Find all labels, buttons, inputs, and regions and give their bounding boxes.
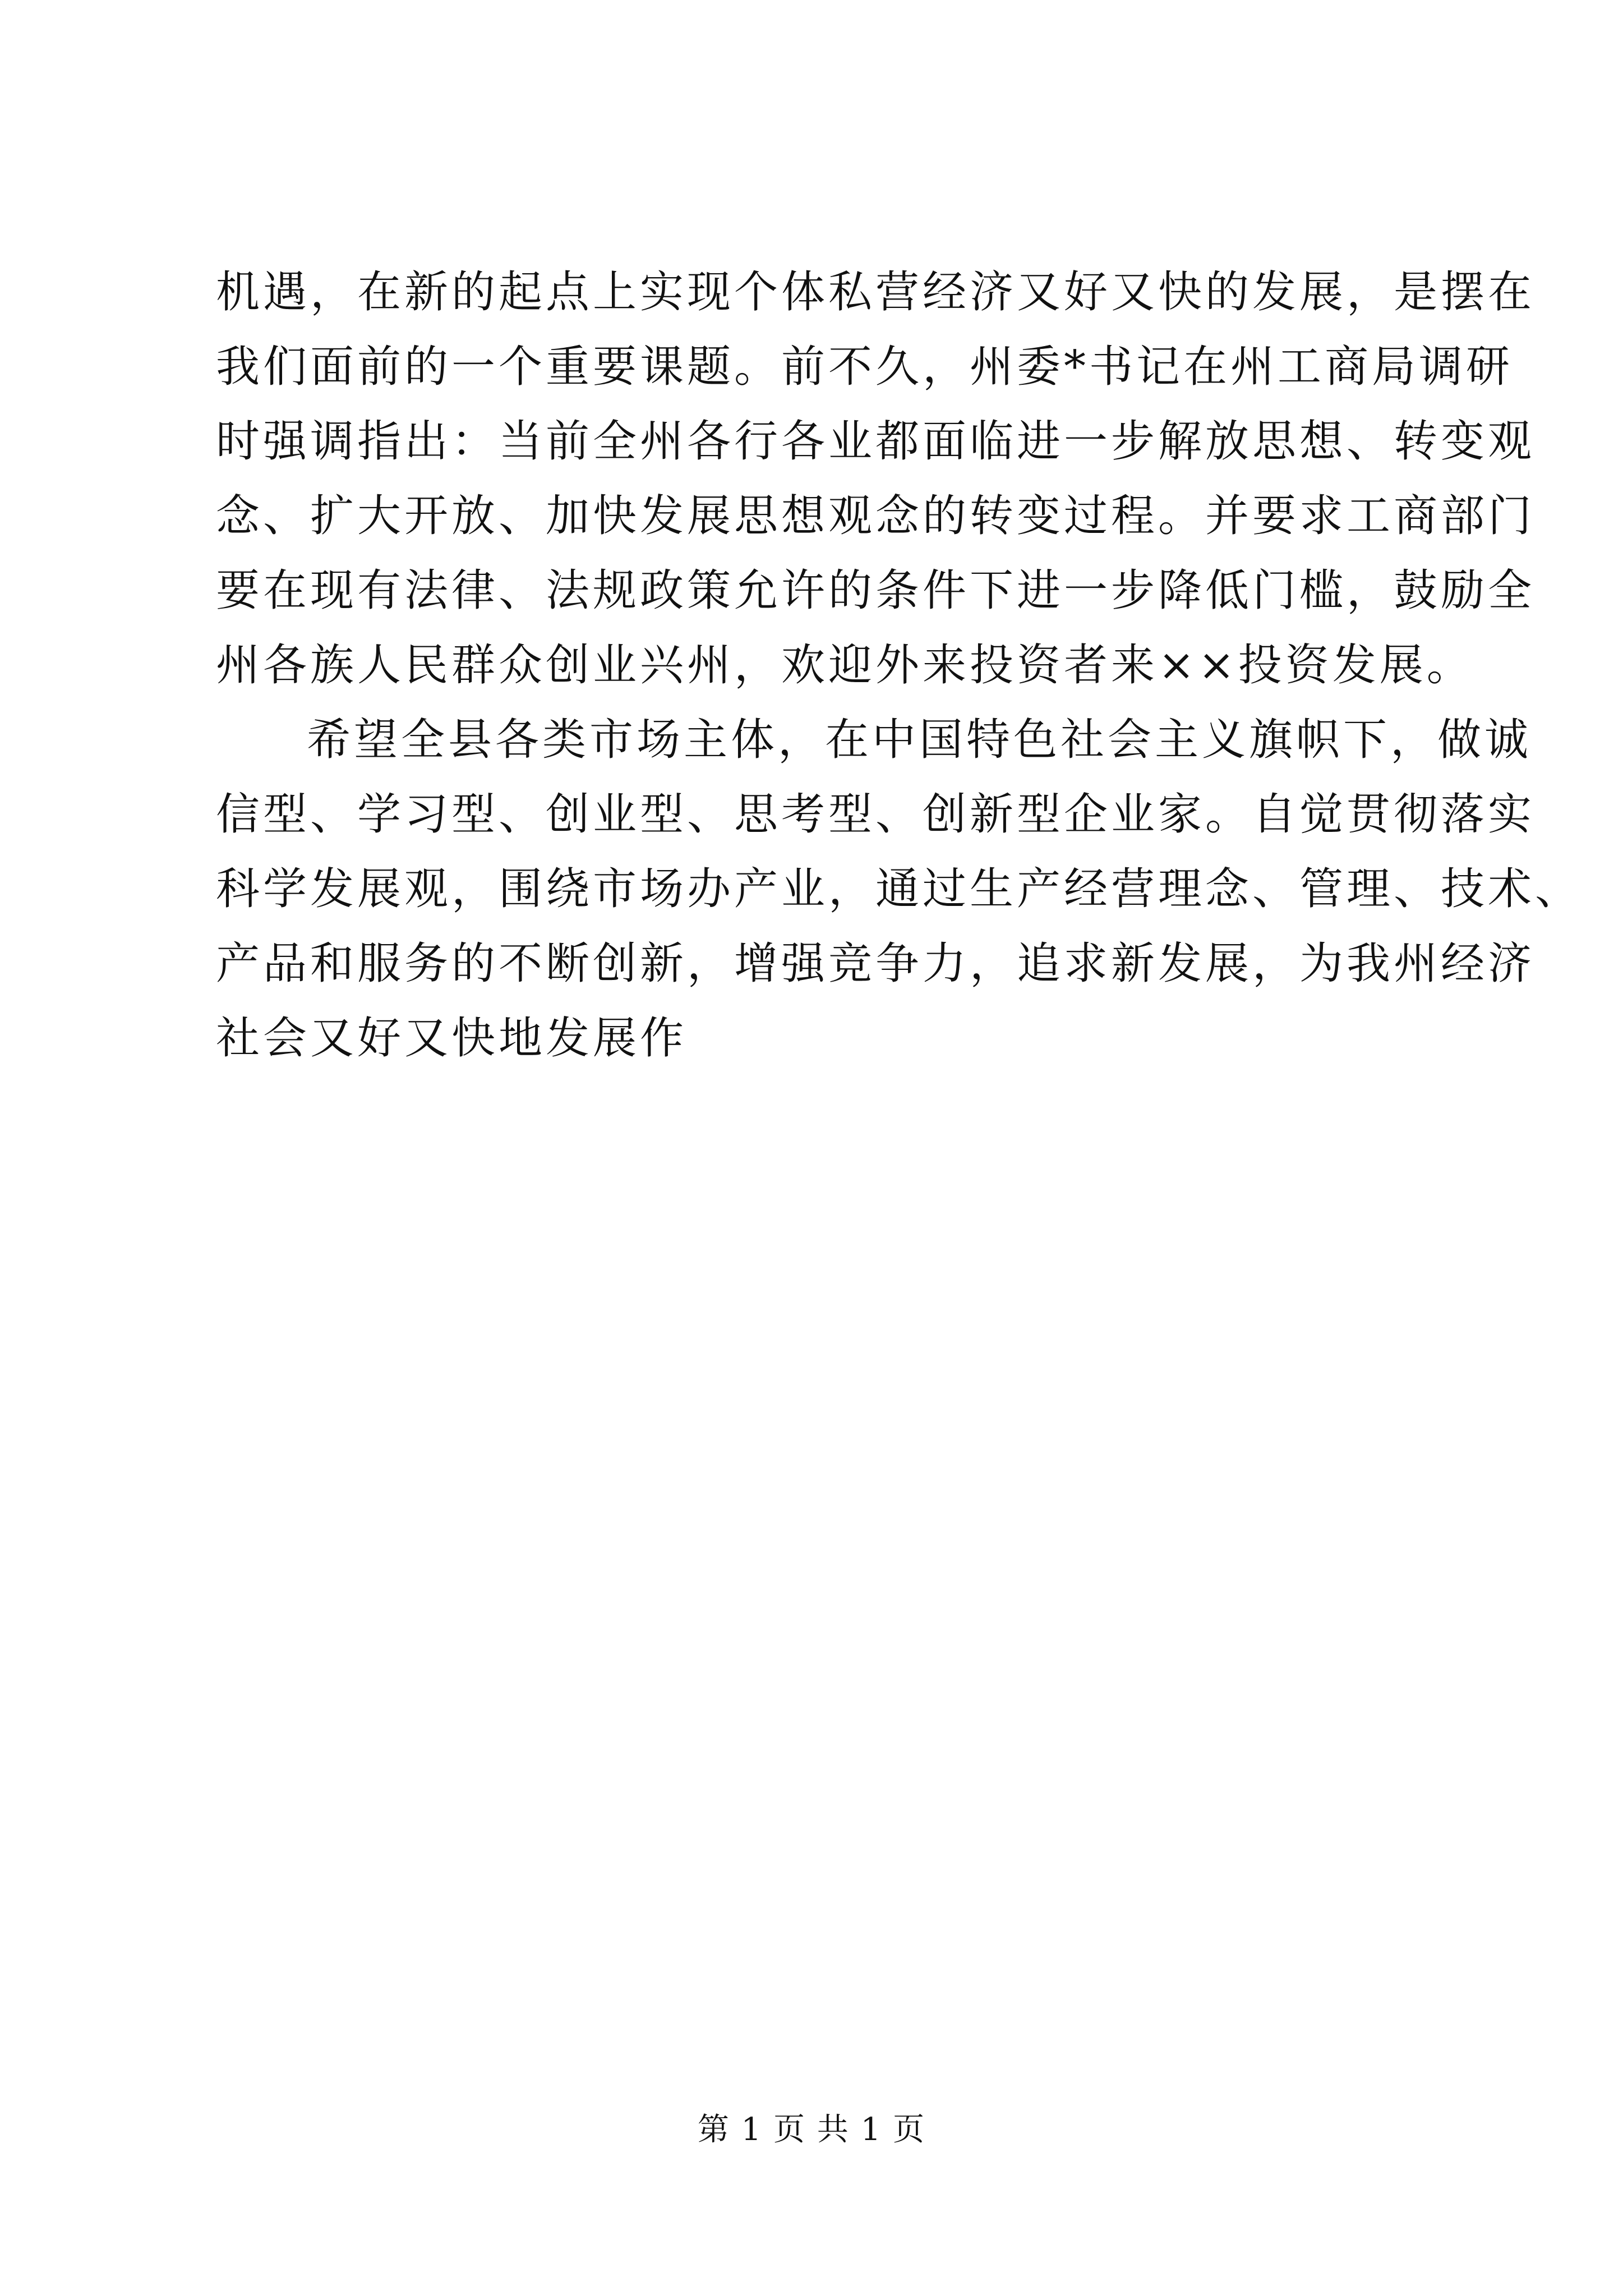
text-line: 时强调指出：当前全州各行各业都面临进一步解放思想、转变观 — [216, 416, 1536, 467]
paragraph-1 — [216, 255, 1536, 703]
text-line: 州各族人民群众创业兴州，欢迎外来投资者来××投资发展。 — [216, 640, 1474, 691]
text-line: 产品和服务的不断创新，增强竞争力，追求新发展，为我州经济 — [216, 938, 1536, 989]
document-body — [216, 255, 1583, 1076]
text-line: 科学发展观，围绕市场办产业，通过生产经营理念、管理、技术、 — [216, 864, 1583, 914]
text-line: 社会又好又快地发展作 — [216, 1013, 688, 1064]
text-line: 念、扩大开放、加快发展思想观念的转变过程。并要求工商部门 — [216, 491, 1536, 541]
text-line: 希望全县各类市场主体，在中国特色社会主义旗帜下，做诚 — [307, 715, 1532, 765]
page-number-footer: 第 1 页 共 1 页 — [697, 2111, 926, 2148]
text-line: 要在现有法律、法规政策允许的条件下进一步降低门槛，鼓励全 — [216, 565, 1536, 616]
text-line: 信型、学习型、创业型、思考型、创新型企业家。自觉贯彻落实 — [216, 789, 1536, 840]
text-line: 机遇，在新的起点上实现个体私营经济又好又快的发展，是摆在 — [216, 267, 1536, 318]
text-line: 我们面前的一个重要课题。前不久，州委*书记在州工商局调研 — [216, 342, 1514, 392]
paragraph-2 — [216, 703, 1583, 1076]
